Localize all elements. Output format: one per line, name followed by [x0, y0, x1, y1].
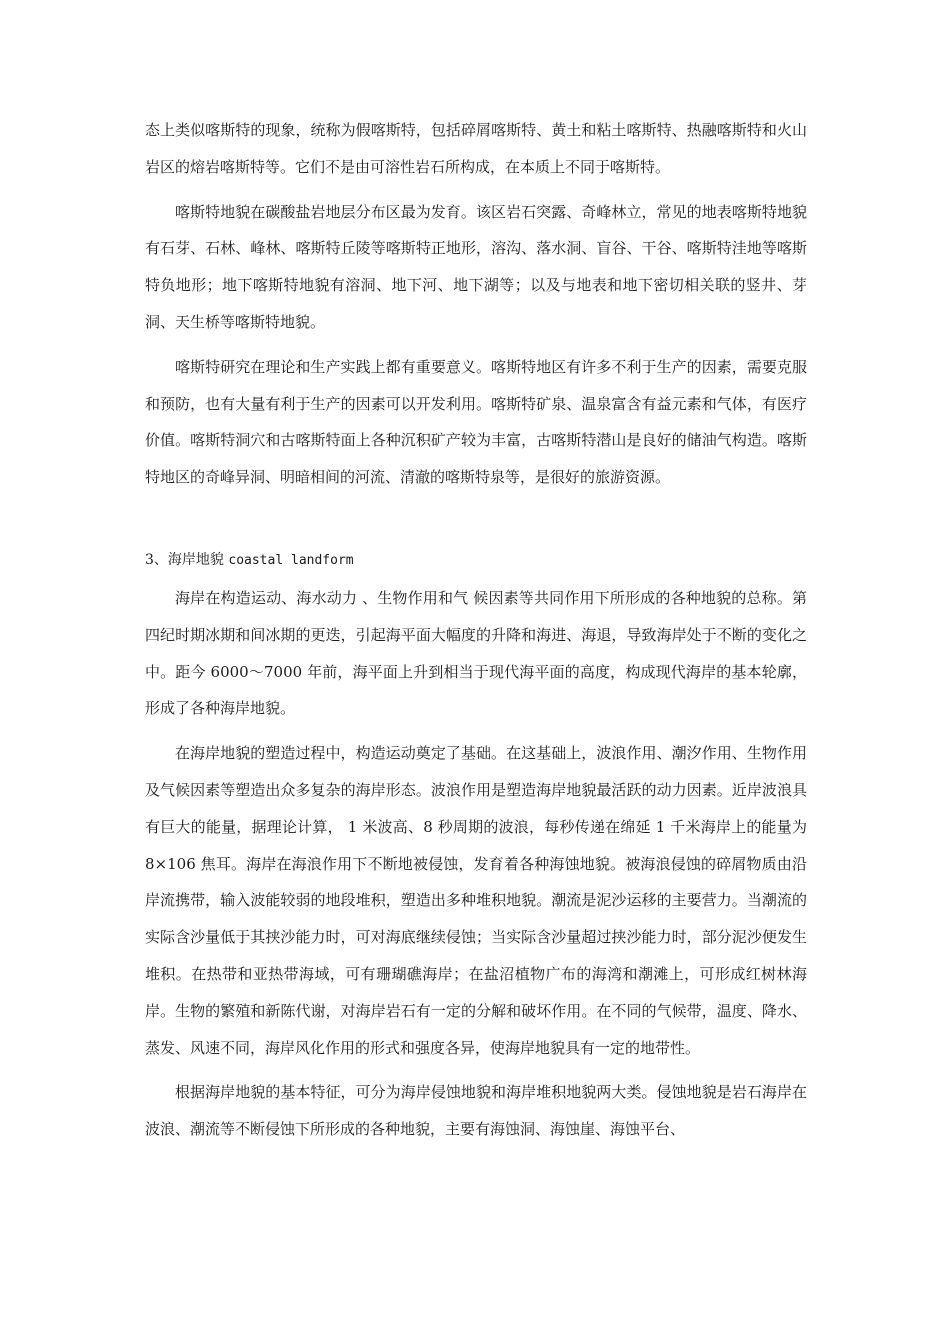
paragraph-karst-significance: 喀斯特研究在理论和生产实践上都有重要意义。喀斯特地区有许多不利于生产的因素，需要克服和预防，也有大量有利于生产的因素可以开发利用。喀斯特矿泉、温泉富含有益元素和气体，有医疗价值。喀斯特洞穴和古喀斯特面上各种沉积矿产较为丰富，古喀斯特潜山是良好的储油气构造。喀斯特地区的奇峰异洞、明暗相间的河流、清澈的喀斯特泉等，是很好的旅游资源。	[145, 357, 807, 487]
paragraph-coastal-classification: 根据海岸地貌的基本特征，可分为海岸侵蚀地貌和海岸堆积地貌两大类。侵蚀地貌是岩石海岸在波浪、潮流等不断侵蚀下所形成的各种地貌，主要有海蚀洞、海蚀崖、海蚀平台、	[145, 1083, 807, 1139]
paragraph-karst-landforms: 喀斯特地貌在碳酸盐岩地层分布区最为发育。该区岩石突露、奇峰林立，常见的地表喀斯特地貌有石芽、石林、峰林、喀斯特丘陵等喀斯特正地形，溶沟、落水洞、盲谷、干谷、喀斯特洼地等喀斯特负地形；地下喀斯特地貌有溶洞、地下河、地下湖等；以及与地表和地下密切相关联的竖井、芽洞、天生桥等喀斯特地貌。	[145, 202, 807, 331]
paragraph-coastal-processes: 在海岸地貌的塑造过程中，构造运动奠定了基础。在这基础上，波浪作用、潮汐作用、生物作用及气候因素等塑造出众多复杂的海岸形态。波浪作用是塑造海岸地貌最活跃的动力因素。近岸波浪具有巨大的能量，据理论计算， 1 米波高、8 秒周期的波浪，每秒传递在绵延 1 千米海岸上的能量为 8×106 焦耳。海岸在海浪作用下不断地被侵蚀，发育着各种海蚀地貌。被海浪侵蚀的碎屑物质由沿岸流携带，输入波能较弱的地段堆积，塑造出多种堆积地貌。潮流是泥沙运移的主要营力。当潮流的实际含沙量低于其挟沙能力时，可对海底继续侵蚀；当实际含沙量超过挟沙能力时，部分泥沙便发生堆积。在热带和亚热带海域，可有珊瑚礁海岸；在盐沼植物广布的海湾和潮滩上，可形成红树林海岸。生物的繁殖和新陈代谢，对海岸岩石有一定的分解和破坏作用。在不同的气候带，温度、降水、蒸发、风速不同，海岸风化作用的形式和强度各异，使海岸地貌具有一定的地带性。	[145, 744, 807, 1057]
section-english-title: coastal landform	[228, 552, 354, 568]
document-page	[145, 112, 807, 1156]
paragraph-pseudo-karst: 态上类似喀斯特的现象，统称为假喀斯特，包括碎屑喀斯特、黄土和粘土喀斯特、热融喀斯特和火山岩区的熔岩喀斯特等。它们不是由可溶性岩石所构成，在本质上不同于喀斯特。	[145, 121, 807, 176]
section-heading	[145, 545, 807, 576]
section-title: 3、海岸地貌	[145, 551, 224, 568]
paragraph-coastal-definition: 海岸在构造运动、海水动力 、生物作用和气 候因素等共同作用下所形成的各种地貌的总称。第四纪时期冰期和间冰期的更迭，引起海平面大幅度的升降和海进、海退，导致海岸处于不断的变化之中。距今 6000～7000 年前，海平面上升到相当于现代海平面的高度，构成现代海岸的基本轮廓，形成了各种海岸地貌。	[145, 588, 807, 718]
